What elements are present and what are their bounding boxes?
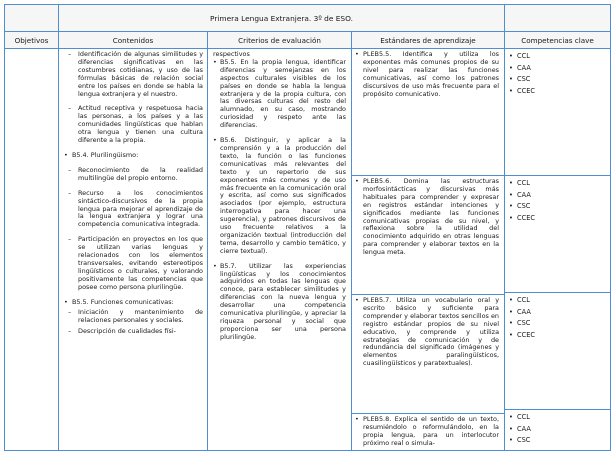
competency-group — [505, 293, 610, 410]
curriculum-table — [4, 4, 611, 451]
criterion-continuation: respectivos — [213, 50, 250, 58]
criterion-item: • B5.7. Utilizar las experiencias lingüísticas y los conocimientos adquiridos en todas las lenguas que conoce, para establecer similitudes y diferencias con la nueva lengua y desarrollar una competencia comunicativa plurilingüe, y apreciar la riqueza personal y social que proporciona ser una persona plurilingüe. — [213, 263, 346, 342]
standard-item: • PLEB5.8. Explica el sentido de un texto, resumiéndolo o reformulándolo, en la propia lengua, para un interlocutor próximo real o simula- — [352, 414, 504, 450]
content-item: – Iniciación y mantenimiento de relaciones personales y sociales. — [64, 309, 203, 325]
competency-group — [505, 176, 610, 293]
criterios-cell — [208, 49, 352, 451]
content-section-heading: • B5.5. Funciones comunicativas: — [64, 299, 203, 307]
competency-item: • CCEC — [508, 86, 610, 98]
header-objetivos: Objetivos — [5, 32, 59, 49]
content-item: – Identificación de algunas similitudes y diferencias significativas en las costumbres cotidianas, y uso de las fórmulas básicas de relación social entre los países en donde se habla la lengua extranjera y el nuestro. — [64, 51, 203, 98]
header-estandares: Estándares de aprendizaje — [352, 32, 505, 49]
content-item: – Reconocimiento de la realidad multilingüe del propio entorno. — [64, 167, 203, 183]
competency-item: • CAA — [508, 63, 610, 75]
empty-title-cell — [505, 5, 611, 32]
criterion-item: • B5.5. En la propia lengua, identificar diferencias y semejanzas en los aspectos culturales visibles de los países en donde se habla la lengua extranjera y de la propia cultura, con las diversas culturas del resto del alumnado, en su caso, mostrando curiosidad y respeto ante las diferencias. — [213, 59, 346, 130]
standard-item: • PLEB5.7. Utiliza un vocabulario oral y escrito básico y suficiente para comprender y elaborar textos sencillos en registro estándar propios de su nivel educativo, y comprende y utiliza estrategias de comunicación y de redundancia del significado (imágenes y elementos paralingüísticos, cuasilingüísticos y paratextuales). — [352, 295, 504, 414]
competency-item: • CAA — [508, 190, 610, 202]
competency-group — [505, 49, 610, 176]
empty-corner-cell — [5, 5, 59, 32]
competency-item: • CCEC — [508, 330, 610, 342]
competency-item: • CSC — [508, 201, 610, 213]
competency-item: • CCL — [508, 51, 610, 63]
estandares-cell — [352, 49, 505, 451]
criterion-item: • B5.6. Distinguir, y aplicar a la comprensión y a la producción del texto, la función o las funciones comunicativas más relevantes del texto y un repertorio de sus exponentes más comunes y de uso más frecuente en la comunicación oral y escrita, así como sus significados asociados (por ejemplo, estructura interrogativa para hacer una sugerencia), y patrones discursivos de uso frecuente relativos a la organización textual (introducción del tema, desarrollo y cambio temático, y cierre textual). — [213, 137, 346, 256]
table-title: Primera Lengua Extranjera. 3º de ESO. — [59, 5, 505, 32]
header-criterios: Criterios de evaluación — [208, 32, 352, 49]
competency-group — [505, 410, 610, 447]
competency-item: • CCEC — [508, 213, 610, 225]
competency-item: • CCL — [508, 412, 610, 424]
content-item: – Actitud receptiva y respetuosa hacia las personas, a los países y a las comunidades lingüísticas que hablan otra lengua y tienen una cultura diferente a la propia. — [64, 105, 203, 145]
competency-item: • CCL — [508, 178, 610, 190]
content-section-heading: • B5.4. Plurilingüismo: — [64, 152, 203, 160]
objetivos-cell — [5, 49, 59, 451]
standard-item: • PLEB5.6. Domina las estructuras morfosintácticas y discursivas más habituales para comprender y expresar en registros estándar intenciones y significados mediante las funciones comunicativas propias de su nivel, y reflexiona sobre la utilidad del conocimiento adquirido en otras lenguas para comprender y elaborar textos en la lengua meta. — [352, 176, 504, 295]
competency-item: • CSC — [508, 318, 610, 330]
document-page — [4, 4, 610, 447]
competency-item: • CAA — [508, 307, 610, 319]
competency-item: • CAA — [508, 424, 610, 436]
competency-item: • CSC — [508, 74, 610, 86]
contenidos-cell — [59, 49, 208, 451]
header-contenidos: Contenidos — [59, 32, 208, 49]
standard-item: • PLEB5.5. Identifica y utiliza los exponentes más comunes propios de su nivel para realizar las funciones comunicativas, así como los patrones discursivos de uso más frecuente para el propósito comunicativo. — [352, 49, 504, 176]
header-competencias: Competencias clave — [505, 32, 611, 49]
competencias-cell — [505, 49, 611, 451]
content-item: – Descripción de cualidades físi- — [64, 328, 203, 336]
competency-item: • CSC — [508, 435, 610, 447]
content-item: – Participación en proyectos en los que se utilizan varias lenguas y relacionados con los elementos transversales, evitando estereotipos lingüísticos o culturales, y valorando positivamente las competencias que posee como persona plurilingüe. — [64, 236, 203, 291]
content-item: – Recurso a los conocimientos sintáctico-discursivos de la propia lengua para mejorar el aprendizaje de la lengua extranjera y lograr una competencia comunicativa integrada. — [64, 190, 203, 230]
competency-item: • CCL — [508, 295, 610, 307]
